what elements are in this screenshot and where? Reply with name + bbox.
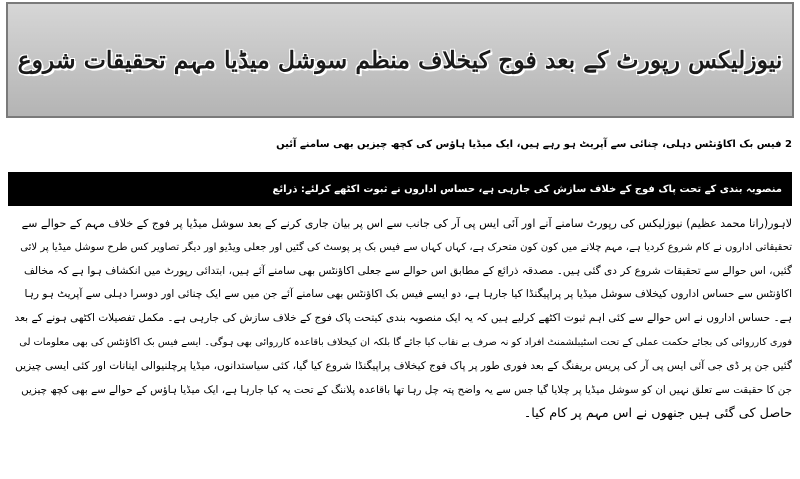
headline-box xyxy=(6,2,794,118)
article-line: فوری کارروائی کی بجائے حکمت عملی کے تحت اسٹیبلشمنٹ افراد کو نہ صرف بے نقاب کیا جائے گا بلکہ ان کیخلاف باقاعدہ کارروائی بھی ہوگی۔ ایسے فیس بک اکاؤنٹس کی بھی معلومات لی xyxy=(19,336,792,348)
highlight-banner: منصوبہ بندی کے تحت پاک فوج کے خلاف سازش کی جارہی ہے، حساس اداروں نے ثبوت اکٹھے کرلئے: ذرائع xyxy=(8,172,792,206)
article-line: جن کا حقیقت سے تعلق نہیں ان کو سوشل میڈیا پر چلایا گیا جس سے یہ واضح پتہ چل رہا تھا باقاعدہ پلاننگ کے تحت یہ کیا جارہا ہے، ایک میڈیا ہاؤس کے حوالے سے بھی کچھ چیزیں xyxy=(21,383,792,396)
article-line: گئیں جن پر ڈی جی آئی ایس پی آر کی پریس بریفنگ کے بعد فوری طور پر پاک فوج کیخلاف پراپیگنڈا شروع کیا گیا، کئی سیاستدانوں، میڈیا پرچلنیوالی اینانات اور کئی ایسی چیزیں xyxy=(15,359,792,372)
article-line: تحقیقاتی اداروں نے کام شروع کردیا ہے، مہم چلانے میں کون کون متحرک ہے، کہاں کہاں سے فیس بک پر پوسٹ کی گئیں اور جعلی ویڈیو اور دیگر تصاویر کس طرح سوشل میڈیا پر لائی xyxy=(20,241,792,253)
article-line: ہے۔ حساس اداروں نے اس حوالے سے کئی اہم ثبوت اکٹھے کرلیے ہیں کہ یہ ایک منصوبہ بندی کیتحت پاک فوج کے خلاف سازش کی جارہی ہے۔ مکمل تفصیلات اکٹھی ہونے کے بعد xyxy=(14,312,792,325)
article-body xyxy=(8,212,792,474)
article-line: حاصل کی گئی ہیں جنھوں نے اس مہم پر کام کیا۔ xyxy=(523,406,792,422)
headline: نیوزلیکس رپورٹ کے بعد فوج کیخلاف منظم سوشل میڈیا مہم تحقیقات شروع xyxy=(17,45,783,74)
article-line: گئیں، اس حوالے سے تحقیقات شروع کر دی گئی ہیں۔ مصدقہ ذرائع کے مطابق اس حوالے سے جعلی اکاؤنٹس بھی سامنے آئے ہیں، ابتدائی رپورٹ میں انکشاف ہوا ہے کہ مخالف xyxy=(23,264,792,277)
article-line: اکاؤنٹس سے حساس اداروں کیخلاف سوشل میڈیا پر پراپیگنڈا کیا جارہا ہے، دو ایسے فیس بک اکاؤنٹس بھی سامنے آئے جن میں سے ایک چنائی اور دوسرا دہلی سے آپریٹ ہو رہا xyxy=(24,288,792,301)
article-line: لاہور(رانا محمد عظیم) نیوزلیکس کی رپورٹ سامنے آنے اور آئی ایس پی آر کی جانب سے اس پر بیان جاری کرنے کے بعد سوشل میڈیا پر فوج کے خلاف مہم کے حوالے سے xyxy=(21,217,792,230)
subheadline: 2 فیس بک اکاؤنٹس دہلی، چنائی سے آپریٹ ہو رہے ہیں، ایک میڈیا ہاؤس کی کچھ چیزیں بھی سامنے آئیں xyxy=(276,138,792,150)
